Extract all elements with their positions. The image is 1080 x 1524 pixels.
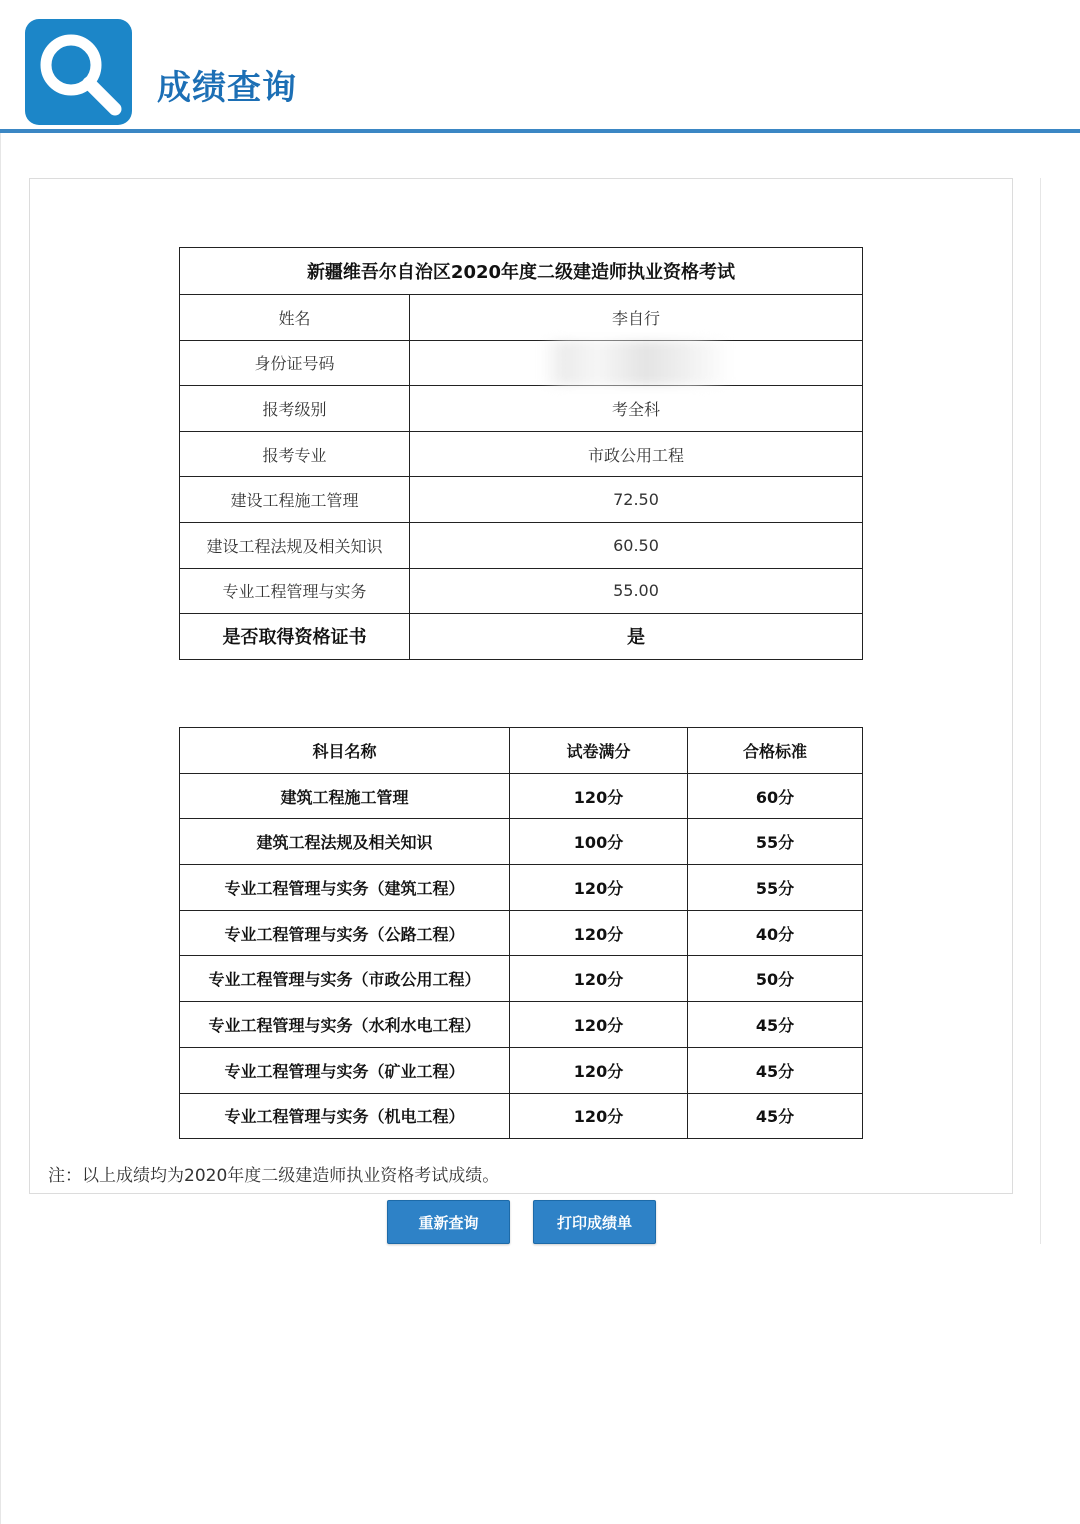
certificate-label: 是否取得资格证书 [180, 614, 410, 660]
table-row [180, 865, 863, 911]
table-row [180, 956, 863, 1002]
exam-major-label: 报考专业 [180, 431, 410, 477]
pass-standard: 55分 [688, 819, 863, 865]
subject-score-value: 72.50 [410, 477, 863, 523]
exam-major-value: 市政公用工程 [410, 431, 863, 477]
id-number-value [410, 340, 863, 386]
redacted-blur [541, 341, 731, 385]
table-row [180, 340, 863, 386]
subject-name: 专业工程管理与实务（市政公用工程） [180, 956, 510, 1002]
table-row [180, 1047, 863, 1093]
table-row [180, 431, 863, 477]
score-note: 注：以上成绩均为2020年度二级建造师执业资格考试成绩。 [48, 1166, 500, 1186]
subject-score-value: 55.00 [410, 568, 863, 614]
id-number-label: 身份证号码 [180, 340, 410, 386]
table-row [180, 773, 863, 819]
pass-standard: 40分 [688, 910, 863, 956]
subject-name: 专业工程管理与实务（机电工程） [180, 1093, 510, 1139]
table-row [180, 1002, 863, 1048]
search-icon [25, 19, 132, 125]
right-border [1040, 178, 1041, 1244]
table-row [180, 614, 863, 660]
subject-score-label: 建设工程法规及相关知识 [180, 522, 410, 568]
table-row [180, 477, 863, 523]
requery-button[interactable]: 重新查询 [387, 1200, 510, 1244]
pass-standard: 45分 [688, 1047, 863, 1093]
page-header [0, 0, 1080, 133]
pass-standard: 45分 [688, 1093, 863, 1139]
subject-score-label: 建设工程施工管理 [180, 477, 410, 523]
table-row [180, 295, 863, 341]
column-header-subject: 科目名称 [180, 728, 510, 774]
header-divider [0, 129, 1080, 133]
name-value: 李自行 [410, 295, 863, 341]
table-row [180, 522, 863, 568]
print-scores-button[interactable]: 打印成绩单 [533, 1200, 656, 1244]
subject-name: 专业工程管理与实务（水利水电工程） [180, 1002, 510, 1048]
name-label: 姓名 [180, 295, 410, 341]
subject-name: 建筑工程法规及相关知识 [180, 819, 510, 865]
subject-name: 专业工程管理与实务（公路工程） [180, 910, 510, 956]
full-score: 120分 [510, 773, 688, 819]
table-row [180, 819, 863, 865]
subject-name: 建筑工程施工管理 [180, 773, 510, 819]
full-score: 120分 [510, 1002, 688, 1048]
table-row [180, 910, 863, 956]
full-score: 120分 [510, 956, 688, 1002]
pass-standard: 60分 [688, 773, 863, 819]
certificate-value: 是 [410, 614, 863, 660]
exam-level-value: 考全科 [410, 386, 863, 432]
subject-standards-table [179, 727, 863, 1139]
table-row [180, 386, 863, 432]
subject-score-label: 专业工程管理与实务 [180, 568, 410, 614]
subject-score-value: 60.50 [410, 522, 863, 568]
table-header-row [180, 728, 863, 774]
page-title: 成绩查询 [157, 68, 297, 108]
table-row [180, 568, 863, 614]
full-score: 120分 [510, 865, 688, 911]
table-row [180, 1093, 863, 1139]
full-score: 120分 [510, 1093, 688, 1139]
exam-level-label: 报考级别 [180, 386, 410, 432]
pass-standard: 50分 [688, 956, 863, 1002]
full-score: 120分 [510, 910, 688, 956]
pass-standard: 45分 [688, 1002, 863, 1048]
score-info-table [179, 247, 863, 660]
pass-standard: 55分 [688, 865, 863, 911]
subject-name: 专业工程管理与实务（建筑工程） [180, 865, 510, 911]
subject-name: 专业工程管理与实务（矿业工程） [180, 1047, 510, 1093]
column-header-full-score: 试卷满分 [510, 728, 688, 774]
column-header-pass-standard: 合格标准 [688, 728, 863, 774]
left-border [0, 133, 1, 1524]
full-score: 120分 [510, 1047, 688, 1093]
full-score: 100分 [510, 819, 688, 865]
exam-title: 新疆维吾尔自治区2020年度二级建造师执业资格考试 [180, 248, 863, 295]
